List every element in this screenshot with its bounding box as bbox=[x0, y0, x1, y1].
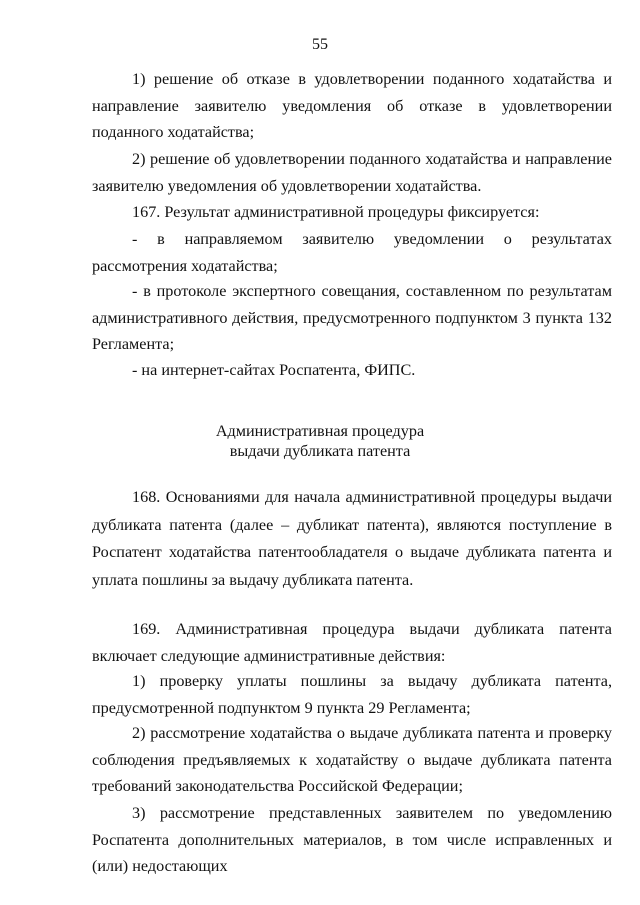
paragraph-result-notification: - в направляемом заявителю уведомлении о результатах рассмотрения ходатайства; bbox=[92, 230, 612, 275]
paragraph-167: 167. Результат административной процедуры фиксируется: bbox=[132, 203, 540, 221]
paragraph-fee-check: 1) проверку уплаты пошлины за выдачу дубликата патента, предусмотренной подпунктом 9 пункта 29 Регламента; bbox=[92, 672, 612, 717]
paragraph-request-review: 2) рассмотрение ходатайства о выдаче дубликата патента и проверку соблюдения предъявляемых к ходатайству о выдаче дубликата патента требований законодательства Российской Федерации; bbox=[92, 724, 612, 795]
paragraph-168: 168. Основаниями для начала административной процедуры выдачи дубликата патента (далее – дубликат патента), являются поступление в Роспатент ходатайства патентообладателя о выдаче дубликата патента и уплата пошлины за выдачу дубликата патента. bbox=[92, 488, 612, 589]
paragraph-169: 169. Административная процедура выдачи дубликата патента включает следующие административные действия: bbox=[92, 620, 612, 665]
paragraph-result-websites: - на интернет-сайтах Роспатента, ФИПС. bbox=[132, 361, 416, 379]
paragraph-result-protocol: - в протоколе экспертного совещания, составленном по результатам административного действия, предусмотренного подпунктом 3 пункта 132 Регламента; bbox=[92, 282, 612, 353]
page-number: 55 bbox=[312, 36, 328, 53]
section-heading-line-1: Административная процедура bbox=[215, 422, 425, 440]
paragraph-decision-refusal: 1) решение об отказе в удовлетворении поданного ходатайства и направление заявителю уведомления об отказе в удовлетворении поданного ходатайства; bbox=[92, 70, 612, 141]
section-heading bbox=[0, 421, 640, 461]
section-heading-line-2: выдачи дубликата патента bbox=[229, 442, 411, 460]
paragraph-decision-approval: 2) решение об удовлетворении поданного ходатайства и направление заявителю уведомления об удовлетворении ходатайства. bbox=[92, 150, 612, 195]
paragraph-additional-materials: 3) рассмотрение представленных заявителем по уведомлению Роспатента дополнительных материалов, в том числе исправленных и (или) недостающих bbox=[92, 804, 612, 875]
